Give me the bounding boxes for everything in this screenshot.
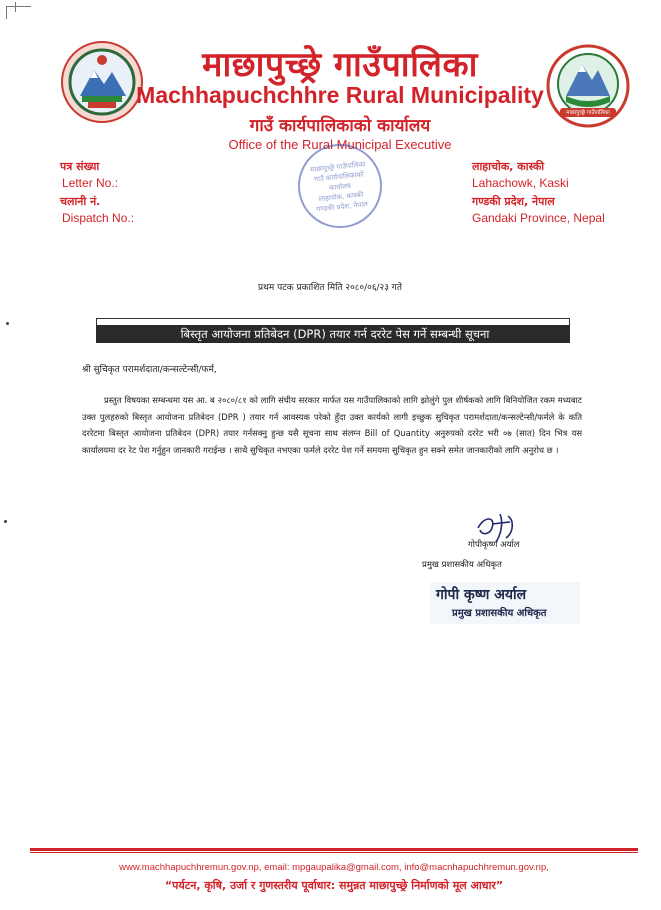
body-paragraph: प्रस्तुत विषयका सम्बन्धमा यस आ. ब २०८०/८१ को लागि संघीय सरकार मार्फत यस गाउँपालिकाको लागि झोलुंगे पुल शीर्षकको लागि बिनियोजित रकम मध्यबाट उक्त पुलहरुको बिस्तृत आयोजना प्रतिबेदन (DPR ) तयार गर्न आवस्यक परेको हुँदा उक्त कार्यको लागी इच्छुक सुचिकृत परामर्शदाता/कन्सल्टेन्सी/फर्मले के कति दररेटमा बिस्तृत आयोजना प्रतिबेदन (DPR) तयार गर्नसक्नु हुन्छ यसै सूचना साथ संलग्न Bill of Quantity अनुरुपको दररेट भरी ०७ (सात) दिन भित्र यस कार्यालयमा दर रेट पेश गर्नुहुन जानकारी गराईन्छ । साथै सुचिकृत नभएका फर्मले दररेट पेश गर्ने समयमा सुचिकृत हुन सक्ने समेत जानकारीको लागि अनुरोध छ ।	[82, 395, 582, 456]
name-stamp-name: गोपी कृष्ण अर्याल	[436, 587, 527, 603]
stamp-line: माछापुच्छ्रे गाउँपालिका	[309, 160, 366, 174]
municipality-name-nepali: माछापुच्छ्रे गाउँपालिका	[202, 45, 478, 85]
logo-caption: माछापुच्छ्रे गाउँपालिका	[566, 110, 610, 116]
dispatch-no-label-np: चलानी नं.	[60, 195, 101, 208]
notice-body	[82, 392, 582, 459]
margin-dot	[4, 520, 7, 523]
name-stamp-title: प्रमुख प्रशासकीय अधिकृत	[452, 608, 547, 619]
page-corner-mark	[6, 6, 31, 19]
address-line1-en: Lahachowk, Kaski	[472, 176, 569, 190]
dispatch-no-label-en: Dispatch No.:	[62, 211, 135, 225]
signatory-title: प्रमुख प्रशासकीय अधिकृत	[422, 560, 502, 570]
office-name-nepali: गाउँ कार्यपालिकाको कार्यालय	[249, 116, 431, 136]
salutation: श्री सुचिकृत परामर्शदाता/कन्सल्टेन्सी/फर्म,	[82, 365, 217, 375]
published-date: प्रथम पटक प्रकाशित मिति २०८०/०६/२३ गते	[258, 283, 402, 293]
notice-subject: बिस्तृत आयोजना प्रतिबेदन (DPR) तयार गर्न दररेट पेस गर्ने सम्बन्धी सूचना	[96, 325, 570, 343]
footer-divider-thin	[30, 852, 638, 853]
municipality-name-english: Machhapuchchhre Rural Municipality	[136, 82, 544, 108]
municipality-logo-icon	[546, 44, 630, 128]
address-line2-np: गण्डकी प्रदेश, नेपाल	[472, 195, 555, 208]
stamp-line: गण्डकी प्रदेश, नेपाल	[315, 200, 369, 214]
address-line2-en: Gandaki Province, Nepal	[472, 211, 605, 225]
footer-contacts: www.machhapuchhremun.gov.np, email: mpgaupalika@gmail.com, info@macnhapuchhremun.gov.np,	[119, 862, 549, 873]
address-line1-np: लाहाचोक, कास्की	[472, 160, 545, 173]
stamp-line: गाउँ कार्यपालिकाको कार्यालय	[313, 170, 365, 193]
letter-no-label-np: पत्र संख्या	[60, 160, 100, 173]
margin-dot	[6, 322, 9, 325]
stamp-line: लाहाचोक, कास्की	[318, 190, 364, 204]
office-name-english: Office of the Rural Municipal Executive	[228, 137, 452, 152]
footer-slogan: “पर्यटन, कृषि, उर्जा र गुणस्तरीय पूर्वाधार: समुन्नत माछापुच्छ्रे निर्माणको मूल आधार”	[164, 879, 504, 892]
footer-divider	[30, 848, 638, 851]
signatory-name: गोपीकृष्ण अर्याल	[468, 540, 520, 550]
office-stamp	[298, 144, 382, 228]
letter-no-label-en: Letter No.:	[62, 176, 119, 190]
